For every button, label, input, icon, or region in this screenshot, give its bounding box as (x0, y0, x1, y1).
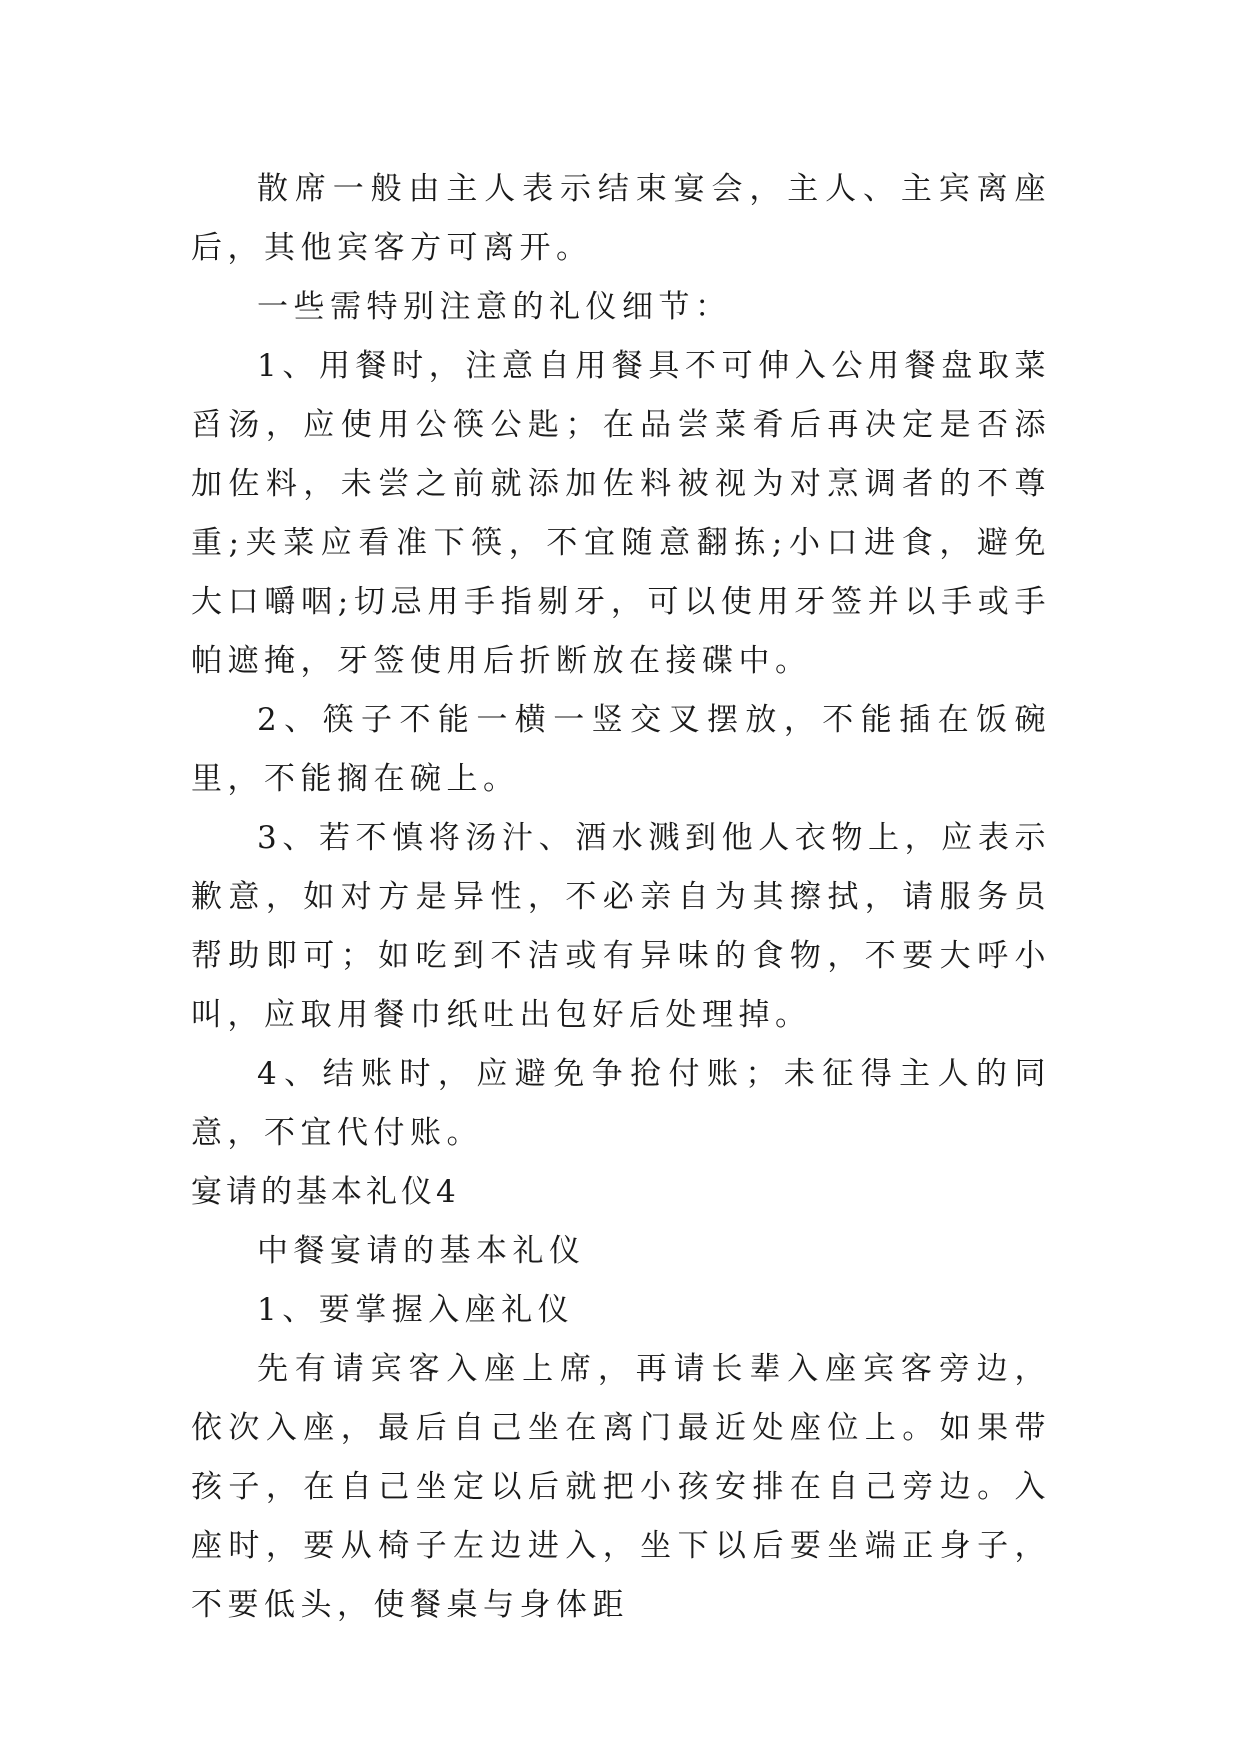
section-heading: 宴请的基本礼仪4 (191, 1174, 460, 1210)
paragraph: 散席一般由主人表示结束宴会，主人、主宾离座后，其他宾客方可离开。 (191, 171, 1051, 266)
paragraph: 先有请宾客入座上席，再请长辈入座宾客旁边，依次入座，最后自己坐在离门最近处座位上。如果带孩子，在自己坐定以后就把小孩安排在自己旁边。入座时，要从椅子左边进入，坐下以后要坐端正身子，不要低头，使餐桌与身体距 (191, 1351, 1051, 1623)
paragraph: 4、结账时，应避免争抢付账；未征得主人的同意，不宜代付账。 (191, 1056, 1051, 1151)
paragraph: 1、用餐时，注意自用餐具不可伸入公用餐盘取菜舀汤，应使用公筷公匙；在品尝菜肴后再决定是否添加佐料，未尝之前就添加佐料被视为对烹调者的不尊重;夹菜应看准下筷，不宜随意翻拣;小口进食，避免大口嚼咽;切忌用手指剔牙，可以使用牙签并以手或手帕遮掩，牙签使用后折断放在接碟中。 (191, 348, 1051, 679)
paragraph: 1、要掌握入座礼仪 (257, 1292, 575, 1328)
document-body (191, 160, 1051, 1635)
paragraph: 中餐宴请的基本礼仪 (257, 1233, 586, 1269)
paragraph: 2、筷子不能一横一竖交叉摆放，不能插在饭碗里，不能搁在碗上。 (191, 702, 1051, 797)
paragraph: 3、若不慎将汤汁、酒水溅到他人衣物上，应表示歉意，如对方是异性，不必亲自为其擦拭，请服务员帮助即可；如吃到不洁或有异味的食物，不要大呼小叫，应取用餐巾纸吐出包好后处理掉。 (191, 820, 1051, 1033)
paragraph: 一些需特别注意的礼仪细节： (257, 289, 732, 325)
